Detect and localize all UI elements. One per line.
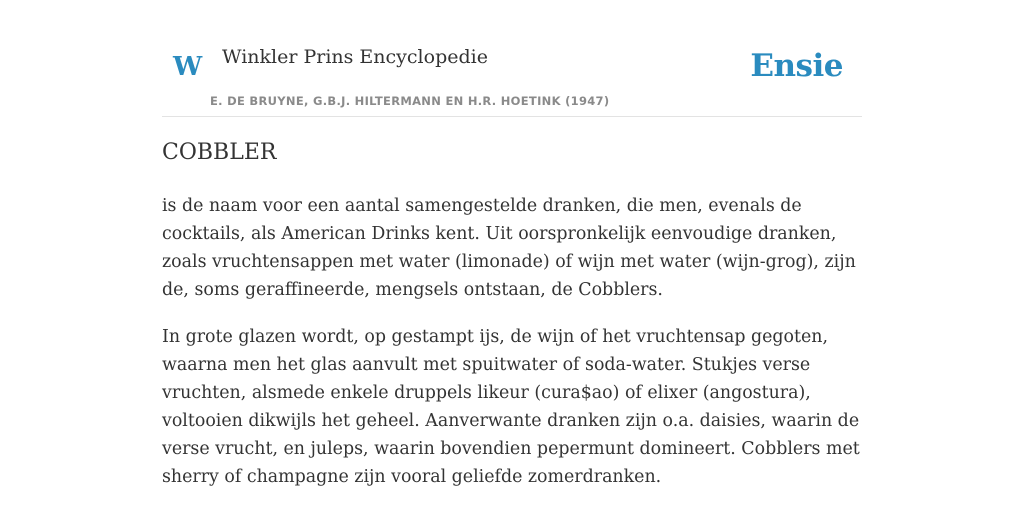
winkler-prins-logo[interactable]: W <box>173 52 203 82</box>
source-authors: E. DE BRUYNE, G.B.J. HILTERMANN EN H.R. HOETINK (1947) <box>210 94 610 108</box>
entry-title: COBBLER <box>162 140 277 165</box>
header <box>162 0 862 117</box>
entry-content <box>162 192 862 510</box>
entry-paragraph: In grote glazen wordt, op gestampt ijs, de wijn of het vruchtensap gegoten, waarna men het glas aanvult met spuitwater of soda-water. Stukjes verse vruchten, alsmede enkele druppels likeur (cura$ao) of elixer (angostura), voltooien dikwijls het geheel. Aanverwante dranken zijn o.a. daisies, waarin de verse vrucht, en juleps, waarin bovendien pepermunt domineert. Cobblers met sherry of champagne zijn vooral geliefde zomerdranken. <box>162 327 860 487</box>
ensie-logo[interactable]: Ensie <box>750 48 843 84</box>
source-title[interactable]: Winkler Prins Encyclopedie <box>222 46 488 68</box>
page <box>162 0 862 512</box>
entry-paragraph: is de naam voor een aantal samengestelde dranken, die men, evenals de cocktails, als American Drinks kent. Uit oorspronkelijk eenvoudige dranken, zoals vruchtensappen met water (limonade) of wijn met water (wijn-grog), zijn de, soms geraffineerde, mengsels ontstaan, de Cobblers. <box>162 196 856 300</box>
